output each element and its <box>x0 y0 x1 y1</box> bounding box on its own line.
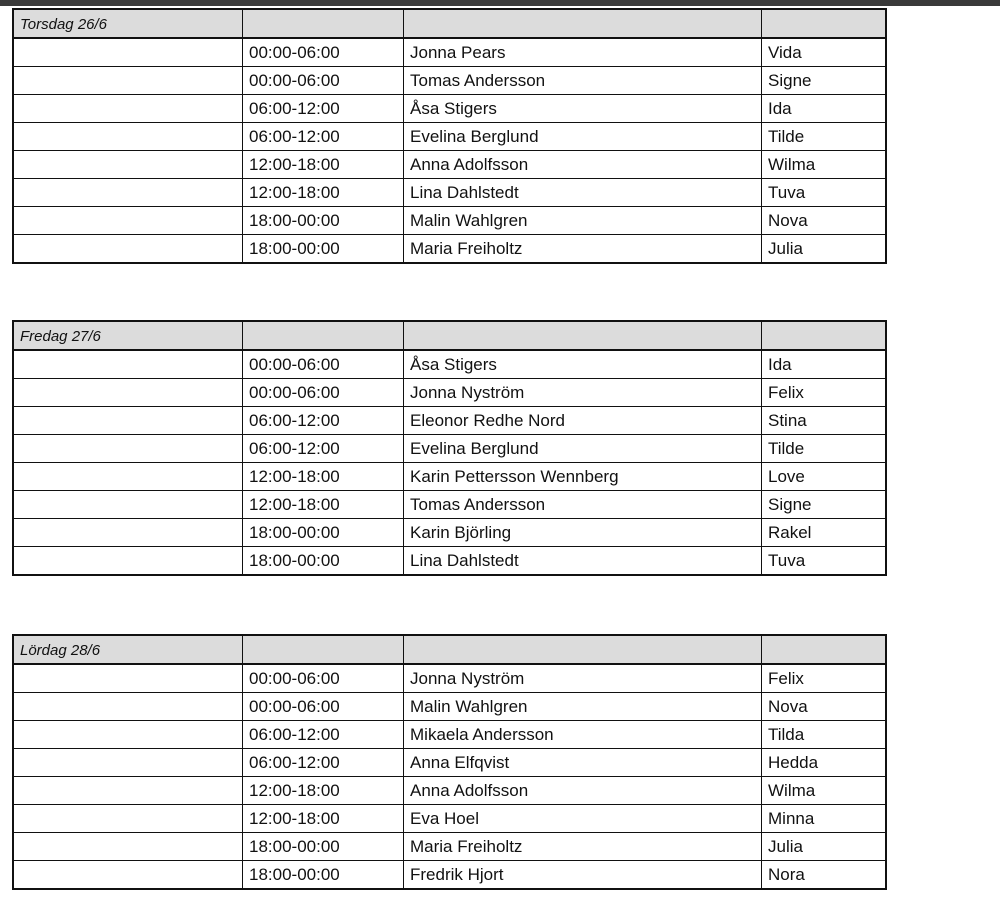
name-cell[interactable]: Lina Dahlstedt <box>404 547 762 576</box>
time-cell[interactable]: 00:00-06:00 <box>243 350 404 379</box>
table-row <box>13 67 886 95</box>
blank-cell[interactable] <box>13 151 243 179</box>
blank-cell[interactable] <box>13 519 243 547</box>
name-cell[interactable]: Tomas Andersson <box>404 67 762 95</box>
blank-cell[interactable] <box>13 777 243 805</box>
table-row <box>13 123 886 151</box>
header-cell[interactable] <box>404 9 762 38</box>
header-cell[interactable] <box>762 635 887 664</box>
day-header-row <box>13 635 886 664</box>
blank-cell[interactable] <box>13 491 243 519</box>
name-cell[interactable]: Malin Wahlgren <box>404 207 762 235</box>
blank-cell[interactable] <box>13 833 243 861</box>
header-cell[interactable] <box>243 9 404 38</box>
time-cell[interactable]: 06:00-12:00 <box>243 407 404 435</box>
table-row <box>13 435 886 463</box>
partner-cell[interactable]: Nora <box>762 861 887 890</box>
blank-cell[interactable] <box>13 179 243 207</box>
time-cell[interactable]: 06:00-12:00 <box>243 749 404 777</box>
name-cell[interactable]: Åsa Stigers <box>404 95 762 123</box>
table-row <box>13 151 886 179</box>
time-cell[interactable]: 00:00-06:00 <box>243 38 404 67</box>
schedule-table <box>12 8 887 264</box>
partner-cell[interactable]: Ida <box>762 95 887 123</box>
time-cell[interactable]: 12:00-18:00 <box>243 151 404 179</box>
window-top-bar <box>0 0 1000 6</box>
blank-cell[interactable] <box>13 721 243 749</box>
time-cell[interactable]: 12:00-18:00 <box>243 491 404 519</box>
blank-cell[interactable] <box>13 350 243 379</box>
partner-cell[interactable]: Ida <box>762 350 887 379</box>
blank-cell[interactable] <box>13 547 243 576</box>
table-row <box>13 95 886 123</box>
blank-cell[interactable] <box>13 207 243 235</box>
time-cell[interactable]: 18:00-00:00 <box>243 235 404 264</box>
time-cell[interactable]: 06:00-12:00 <box>243 123 404 151</box>
table-row <box>13 491 886 519</box>
table-row <box>13 749 886 777</box>
time-cell[interactable]: 18:00-00:00 <box>243 833 404 861</box>
partner-cell[interactable]: Wilma <box>762 777 887 805</box>
partner-cell[interactable]: Tilde <box>762 435 887 463</box>
table-row <box>13 38 886 67</box>
partner-cell[interactable]: Nova <box>762 693 887 721</box>
name-cell[interactable]: Anna Adolfsson <box>404 151 762 179</box>
partner-cell[interactable]: Love <box>762 463 887 491</box>
day-title-cell[interactable]: Fredag 27/6 <box>13 321 243 350</box>
time-cell[interactable]: 00:00-06:00 <box>243 67 404 95</box>
name-cell[interactable]: Jonna Pears <box>404 38 762 67</box>
header-cell[interactable] <box>762 9 887 38</box>
table-row <box>13 379 886 407</box>
table-row <box>13 547 886 576</box>
header-cell[interactable] <box>404 321 762 350</box>
blank-cell[interactable] <box>13 805 243 833</box>
blank-cell[interactable] <box>13 67 243 95</box>
partner-cell[interactable]: Rakel <box>762 519 887 547</box>
day-header-row <box>13 9 886 38</box>
partner-cell[interactable]: Wilma <box>762 151 887 179</box>
header-cell[interactable] <box>243 635 404 664</box>
name-cell[interactable]: Evelina Berglund <box>404 435 762 463</box>
time-cell[interactable]: 12:00-18:00 <box>243 777 404 805</box>
partner-cell[interactable]: Vida <box>762 38 887 67</box>
day-header-row <box>13 321 886 350</box>
schedule-table <box>12 634 887 890</box>
table-row <box>13 350 886 379</box>
name-cell[interactable]: Maria Freiholtz <box>404 833 762 861</box>
partner-cell[interactable]: Felix <box>762 664 887 693</box>
name-cell[interactable]: Jonna Nyström <box>404 379 762 407</box>
blank-cell[interactable] <box>13 379 243 407</box>
blank-cell[interactable] <box>13 235 243 264</box>
blank-cell[interactable] <box>13 95 243 123</box>
partner-cell[interactable]: Julia <box>762 235 887 264</box>
table-row <box>13 235 886 264</box>
time-cell[interactable]: 06:00-12:00 <box>243 95 404 123</box>
table-row <box>13 833 886 861</box>
name-cell[interactable]: Anna Adolfsson <box>404 777 762 805</box>
table-row <box>13 693 886 721</box>
header-cell[interactable] <box>762 321 887 350</box>
partner-cell[interactable]: Signe <box>762 67 887 95</box>
time-cell[interactable]: 18:00-00:00 <box>243 207 404 235</box>
partner-cell[interactable]: Nova <box>762 207 887 235</box>
name-cell[interactable]: Tomas Andersson <box>404 491 762 519</box>
table-row <box>13 664 886 693</box>
day-title-cell[interactable]: Torsdag 26/6 <box>13 9 243 38</box>
time-cell[interactable]: 06:00-12:00 <box>243 435 404 463</box>
name-cell[interactable]: Eleonor Redhe Nord <box>404 407 762 435</box>
schedule-table <box>12 320 887 576</box>
day-title-cell[interactable]: Lördag 28/6 <box>13 635 243 664</box>
blank-cell[interactable] <box>13 693 243 721</box>
name-cell[interactable]: Maria Freiholtz <box>404 235 762 264</box>
name-cell[interactable]: Karin Pettersson Wennberg <box>404 463 762 491</box>
partner-cell[interactable]: Hedda <box>762 749 887 777</box>
name-cell[interactable]: Åsa Stigers <box>404 350 762 379</box>
partner-cell[interactable]: Tuva <box>762 547 887 576</box>
time-cell[interactable]: 12:00-18:00 <box>243 463 404 491</box>
blank-cell[interactable] <box>13 749 243 777</box>
blank-cell[interactable] <box>13 123 243 151</box>
partner-cell[interactable]: Julia <box>762 833 887 861</box>
table-row <box>13 519 886 547</box>
time-cell[interactable]: 06:00-12:00 <box>243 721 404 749</box>
time-cell[interactable]: 18:00-00:00 <box>243 519 404 547</box>
name-cell[interactable]: Eva Hoel <box>404 805 762 833</box>
time-cell[interactable]: 12:00-18:00 <box>243 179 404 207</box>
table-row <box>13 463 886 491</box>
blank-cell[interactable] <box>13 435 243 463</box>
blank-cell[interactable] <box>13 664 243 693</box>
table-row <box>13 777 886 805</box>
partner-cell[interactable]: Tilde <box>762 123 887 151</box>
blank-cell[interactable] <box>13 463 243 491</box>
time-cell[interactable]: 00:00-06:00 <box>243 664 404 693</box>
partner-cell[interactable]: Felix <box>762 379 887 407</box>
table-row <box>13 805 886 833</box>
name-cell[interactable]: Karin Björling <box>404 519 762 547</box>
name-cell[interactable]: Malin Wahlgren <box>404 693 762 721</box>
table-row <box>13 207 886 235</box>
name-cell[interactable]: Mikaela Andersson <box>404 721 762 749</box>
time-cell[interactable]: 18:00-00:00 <box>243 861 404 890</box>
partner-cell[interactable]: Signe <box>762 491 887 519</box>
table-row <box>13 179 886 207</box>
name-cell[interactable]: Jonna Nyström <box>404 664 762 693</box>
table-row <box>13 861 886 890</box>
blank-cell[interactable] <box>13 861 243 890</box>
blank-cell[interactable] <box>13 407 243 435</box>
time-cell[interactable]: 12:00-18:00 <box>243 805 404 833</box>
blank-cell[interactable] <box>13 38 243 67</box>
name-cell[interactable]: Fredrik Hjort <box>404 861 762 890</box>
partner-cell[interactable]: Stina <box>762 407 887 435</box>
time-cell[interactable]: 00:00-06:00 <box>243 693 404 721</box>
header-cell[interactable] <box>243 321 404 350</box>
partner-cell[interactable]: Tuva <box>762 179 887 207</box>
time-cell[interactable]: 18:00-00:00 <box>243 547 404 576</box>
partner-cell[interactable]: Tilda <box>762 721 887 749</box>
partner-cell[interactable]: Minna <box>762 805 887 833</box>
name-cell[interactable]: Evelina Berglund <box>404 123 762 151</box>
time-cell[interactable]: 00:00-06:00 <box>243 379 404 407</box>
table-row <box>13 721 886 749</box>
header-cell[interactable] <box>404 635 762 664</box>
table-row <box>13 407 886 435</box>
name-cell[interactable]: Anna Elfqvist <box>404 749 762 777</box>
name-cell[interactable]: Lina Dahlstedt <box>404 179 762 207</box>
